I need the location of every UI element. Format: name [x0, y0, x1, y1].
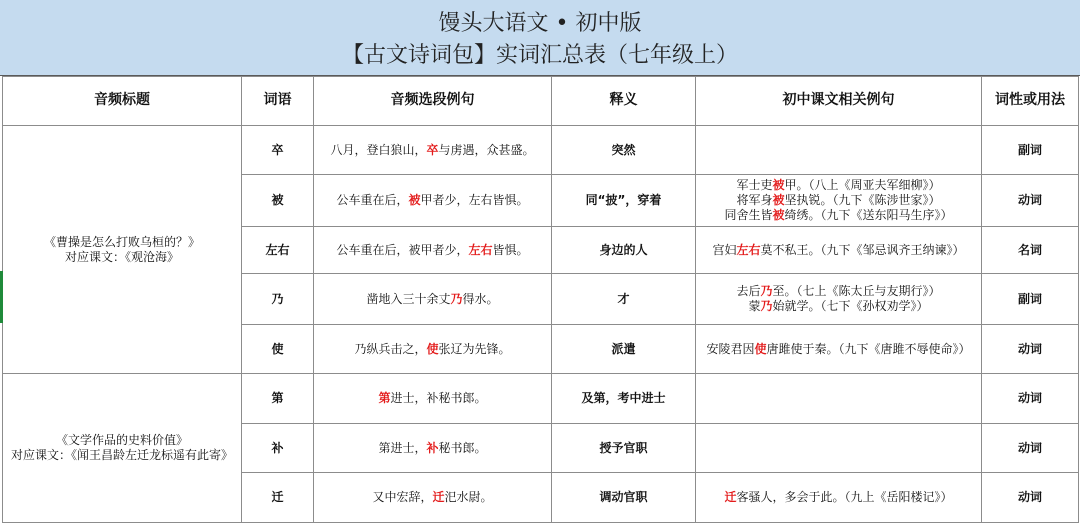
text-example-line [700, 208, 977, 223]
text-example-cell [696, 424, 982, 473]
meaning-cell: 授予官职 [552, 424, 696, 473]
highlight-word: 被 [408, 193, 421, 207]
example-text: 蒙 [748, 299, 761, 313]
audio-example-cell [314, 227, 552, 274]
audio-example-cell [314, 424, 552, 473]
text-example-cell [696, 374, 982, 424]
example-text: 至。（七上《陈太丘与友期行》） [772, 284, 941, 298]
text-example-line [700, 490, 977, 505]
text-example-cell [696, 227, 982, 274]
example-text: 甲者少，左右皆惧。 [420, 193, 529, 207]
audio-title-cell [3, 374, 242, 523]
header-word: 词语 [242, 77, 314, 126]
pos-cell: 动词 [982, 424, 1079, 473]
example-text: 又中宏辞， [372, 490, 433, 504]
highlight-word: 卒 [426, 142, 439, 157]
example-text: 第进士， [378, 440, 427, 455]
example-text: 皆惧。 [492, 242, 529, 257]
text-example-line [700, 342, 977, 357]
audio-title-cell [3, 126, 242, 374]
highlight-word: 左右 [736, 242, 761, 257]
highlight-word: 迁 [724, 490, 737, 504]
example-text: 安陵君因 [706, 341, 755, 356]
audio-title-line: 《文学作品的史料价值》 [55, 433, 188, 447]
word-cell: 左右 [242, 227, 314, 274]
text-example-cell [696, 175, 982, 227]
example-text: 与虏遇，众甚盛。 [438, 142, 535, 157]
example-text: 凿地入三十余丈 [366, 291, 451, 306]
audio-example-cell [314, 325, 552, 374]
example-text: 进士，补秘书郎。 [390, 391, 487, 405]
header-audio-example: 音频选段例句 [314, 77, 552, 126]
example-text: 客骚人，多会于此。（九上《岳阳楼记》） [736, 490, 953, 504]
text-example-cell [696, 274, 982, 325]
example-text: 乃纵兵击之， [354, 341, 427, 356]
meaning-cell: 派遣 [552, 325, 696, 374]
example-text: 汜水尉。 [444, 490, 493, 504]
audio-example-cell [314, 374, 552, 424]
audio-example-cell [314, 175, 552, 227]
highlight-word: 使 [426, 341, 439, 356]
highlight-word: 补 [426, 440, 439, 455]
example-text: 军士吏 [736, 178, 773, 192]
example-text: 同舍生皆 [724, 208, 773, 222]
vocabulary-table [2, 76, 1079, 523]
text-example-cell [696, 473, 982, 523]
meaning-cell: 同“披”，穿着 [552, 175, 696, 227]
text-example-line [700, 193, 977, 208]
word-cell: 补 [242, 424, 314, 473]
lesson-reference: 对应课文：《闻王昌龄左迁龙标遥有此寄》 [10, 448, 233, 462]
meaning-cell: 突然 [552, 126, 696, 175]
meaning-cell: 及第，考中进士 [552, 374, 696, 424]
pos-cell: 动词 [982, 175, 1079, 227]
example-text: 宫妇 [712, 242, 737, 257]
pos-cell: 动词 [982, 325, 1079, 374]
header-pos: 词性或用法 [982, 77, 1079, 126]
example-text: 绮绣。（九下《送东阳马生序》） [784, 208, 953, 222]
banner-title: 馒头大语文 • 初中版 [438, 11, 642, 36]
audio-example-cell [314, 126, 552, 175]
text-example-cell [696, 126, 982, 175]
audio-example-cell [314, 473, 552, 523]
example-text: 甲。（八上《周亚夫军细柳》） [784, 178, 941, 192]
meaning-cell: 调动官职 [552, 473, 696, 523]
pos-cell: 名词 [982, 227, 1079, 274]
highlight-word: 被 [772, 178, 785, 192]
example-text: 去后 [736, 284, 761, 298]
pos-cell: 副词 [982, 274, 1079, 325]
text-example-line [700, 243, 977, 258]
word-cell: 卒 [242, 126, 314, 175]
word-cell: 迁 [242, 473, 314, 523]
word-cell: 被 [242, 175, 314, 227]
word-cell: 使 [242, 325, 314, 374]
header-audio-title: 音频标题 [3, 77, 242, 126]
example-text: 坚执锐。（九下《陈涉世家》） [784, 193, 941, 207]
meaning-cell: 身边的人 [552, 227, 696, 274]
header-text-example: 初中课文相关例句 [696, 77, 982, 126]
example-text: 公车重在后， [336, 193, 409, 207]
example-text: 莫不私王。（九下《邹忌讽齐王纳谏》） [760, 242, 965, 257]
highlight-word: 乃 [760, 284, 773, 298]
audio-title-line: 《曹操是怎么打败乌桓的？》 [43, 234, 200, 249]
example-text: 张辽为先锋。 [438, 341, 511, 356]
pos-cell: 动词 [982, 473, 1079, 523]
text-example-line [700, 178, 977, 193]
example-text: 八月，登白狼山， [330, 142, 427, 157]
example-text: 秘书郎。 [438, 440, 487, 455]
highlight-word: 乃 [760, 299, 773, 313]
row-marker [0, 271, 3, 323]
word-cell: 第 [242, 374, 314, 424]
header-meaning: 释义 [552, 77, 696, 126]
pos-cell: 动词 [982, 374, 1079, 424]
example-text: 得水。 [462, 291, 499, 306]
table-header-row [3, 77, 1079, 126]
lesson-reference: 对应课文：《观沧海》 [64, 249, 179, 264]
pos-cell: 副词 [982, 126, 1079, 175]
example-text: 唐雎使于秦。（九下《唐雎不辱使命》） [766, 341, 971, 356]
example-text: 将军身 [736, 193, 773, 207]
table-row [3, 126, 1079, 175]
word-cell: 乃 [242, 274, 314, 325]
highlight-word: 被 [772, 193, 785, 207]
highlight-word: 使 [754, 341, 767, 356]
meaning-cell: 才 [552, 274, 696, 325]
banner-subtitle: 【古文诗词包】实词汇总表（七年级上） [341, 43, 738, 68]
highlight-word: 迁 [432, 490, 445, 504]
example-text: 公车重在后，被甲者少， [336, 242, 469, 257]
highlight-word: 第 [378, 391, 391, 405]
highlight-word: 被 [772, 208, 785, 222]
table-row [3, 374, 1079, 424]
highlight-word: 左右 [468, 242, 493, 257]
example-text: 始就学。（七下《孙权劝学》） [772, 299, 929, 313]
audio-example-cell [314, 274, 552, 325]
title-banner [0, 0, 1080, 76]
text-example-line [700, 299, 977, 314]
text-example-line [700, 284, 977, 299]
highlight-word: 乃 [450, 291, 463, 306]
text-example-cell [696, 325, 982, 374]
